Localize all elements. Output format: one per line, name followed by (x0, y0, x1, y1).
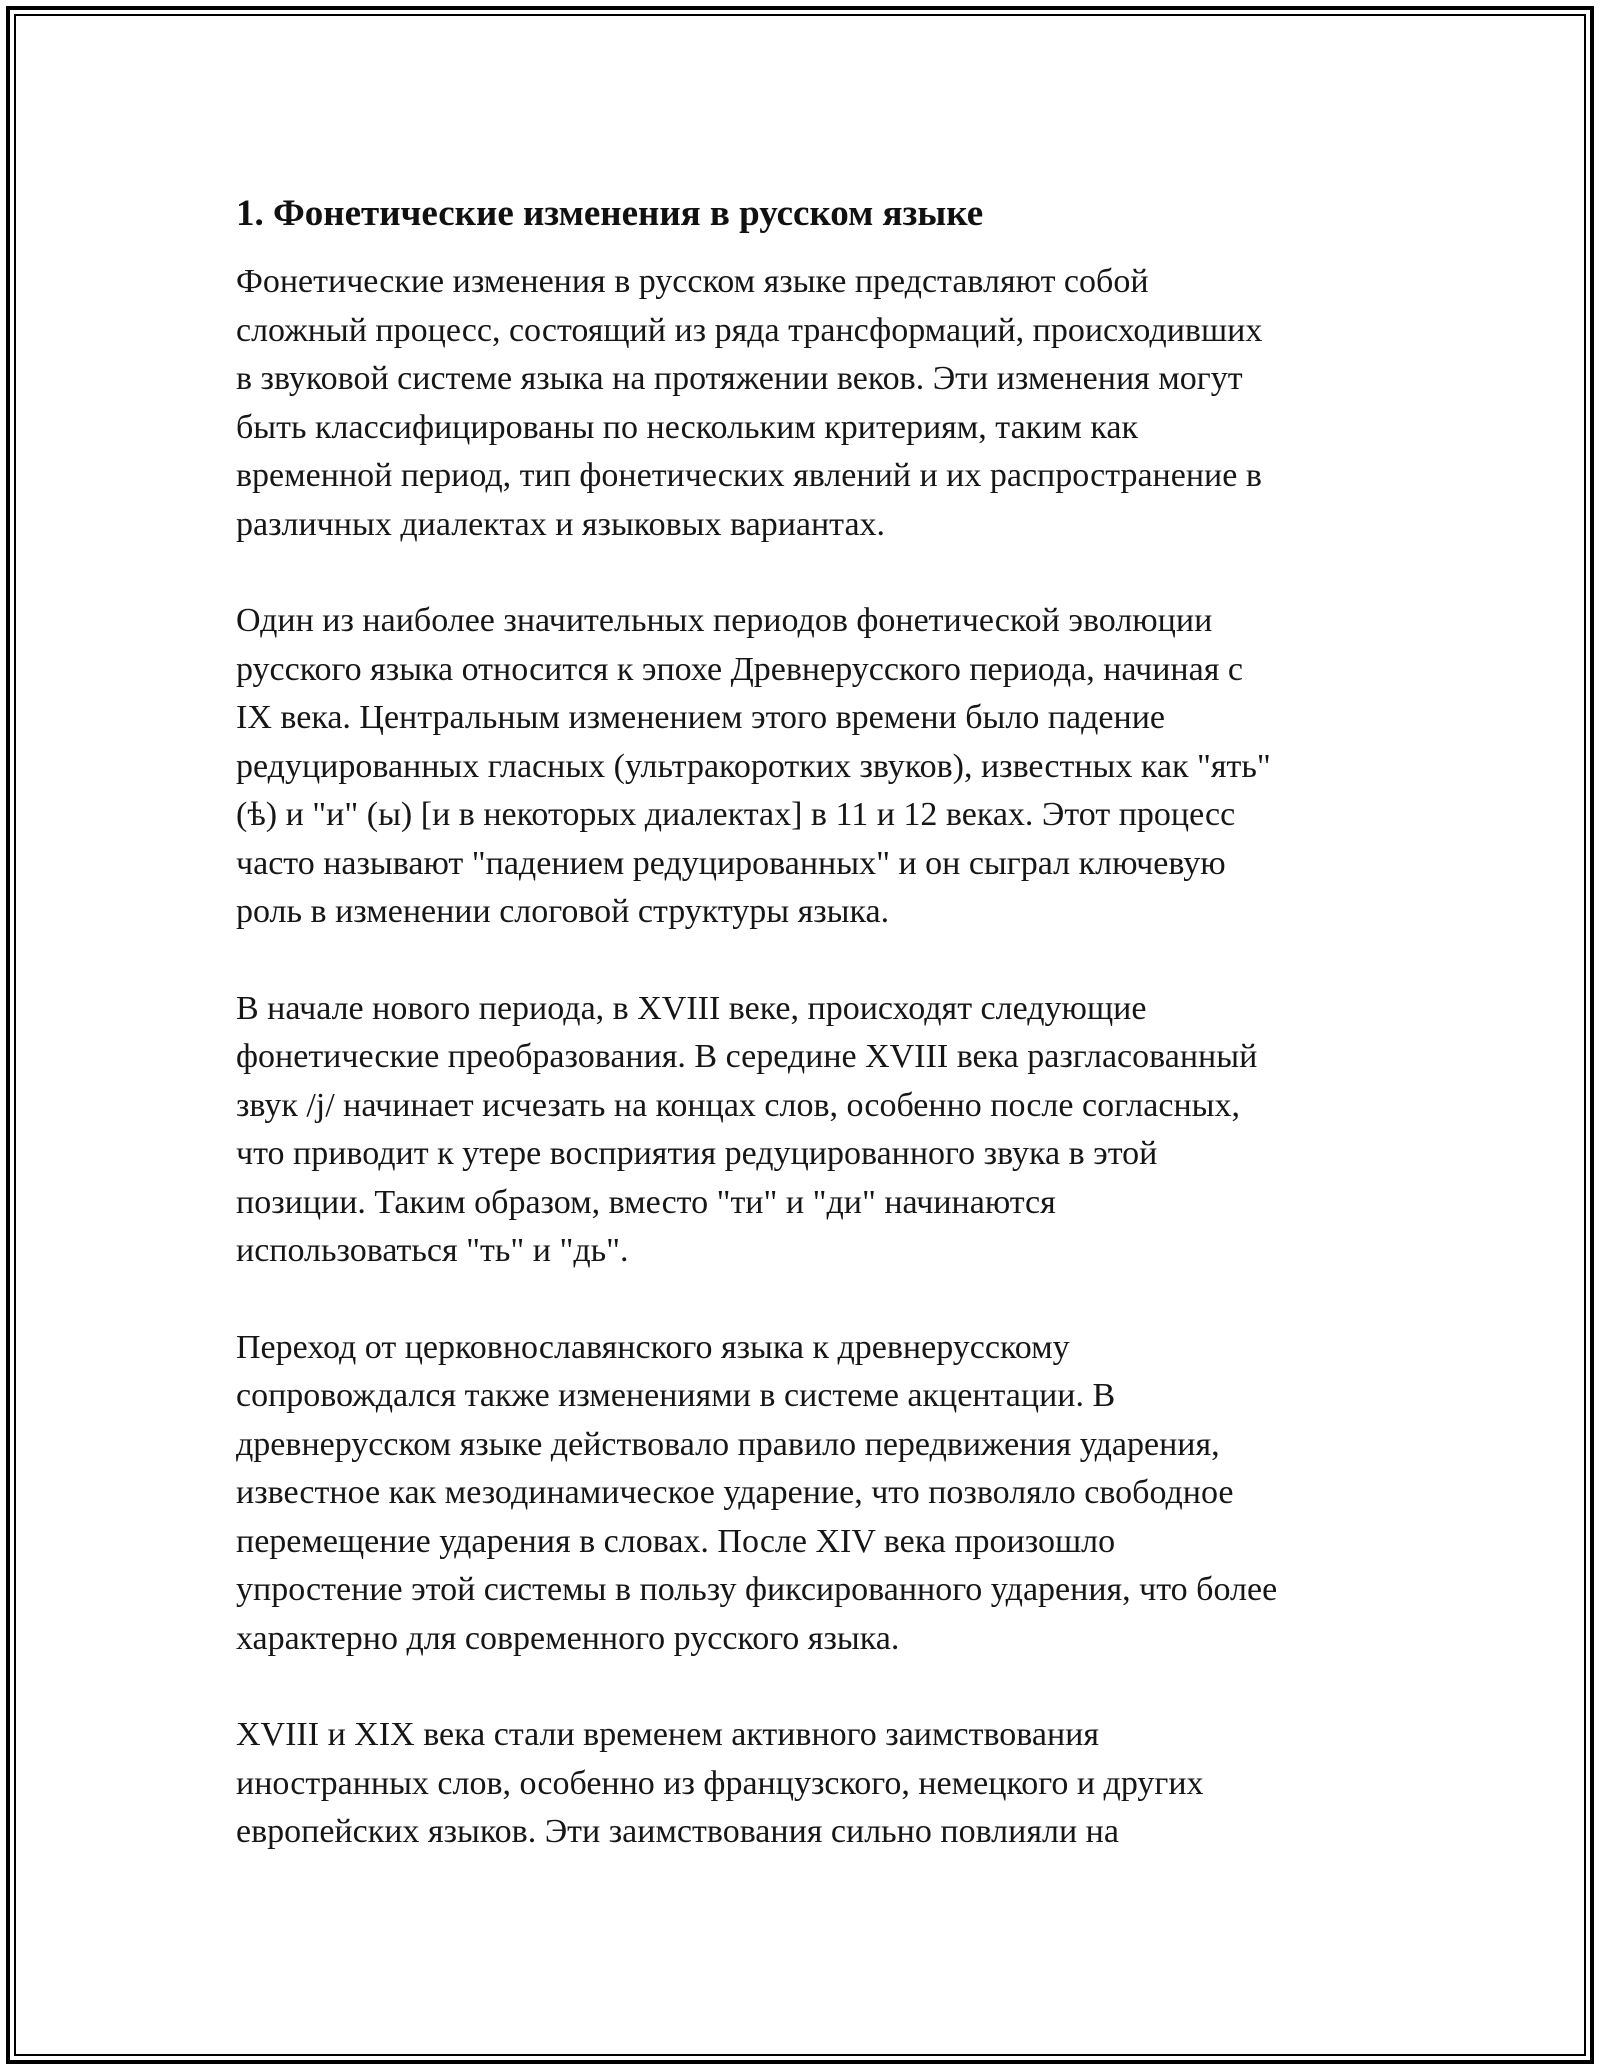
paragraph-5: XVIII и XIX века стали временем активного заимствования иностранных слов, особенно из французского, немецкого и других европейских языков. Эти заимствования сильно повлияли на (236, 1716, 1204, 1850)
paragraph-1: Фонетические изменения в русском языке представляют собой сложный процесс, состоящий из ряда трансформаций, происходивших в звуковой системе языка на протяжении веков. Эти изменения могут быть классифицированы по нескольким критериям, таким как временной период, тип фонетических явлений и их распространение в различных диалектах и языковых вариантах. (236, 263, 1263, 543)
section-title: 1. Фонетические изменения в русском языке (236, 193, 984, 234)
document-body (236, 188, 1376, 1857)
paragraph-2: Один из наиболее значительных периодов фонетической эволюции русского языка относится к эпохе Древнерусского периода, начиная с IX века. Центральным изменением этого времени было падение редуцированных гласных (ультракоротких звуков), известных как "ять" (ѣ) и "и" (ы) [и в некоторых диалектах] в 11 и 12 веках. Этот процесс часто называют "падением редуцированных" и он сыграл ключевую роль в изменении слоговой структуры языка. (236, 602, 1271, 930)
paragraph-3: В начале нового периода, в XVIII веке, происходят следующие фонетические преобразования. В середине XVIII века разгласованный звук /j/ начинает исчезать на концах слов, особенно после согласных, что приводит к утере восприятия редуцированного звука в этой позиции. Таким образом, вместо "ти" и "ди" начинаются использоваться "ть" и "дь". (236, 989, 1258, 1269)
paragraph-4: Переход от церковнославянского языка к древнерусскому сопровождался также изменениями в системе акцентации. В древнерусском языке действовало правило передвижения ударения, известное как мезодинамическое ударение, что позволяло свободное перемещение ударения в словах. После XIV века произошло упростение этой системы в пользу фиксированного ударения, что более характерно для современного русского языка. (236, 1328, 1278, 1657)
